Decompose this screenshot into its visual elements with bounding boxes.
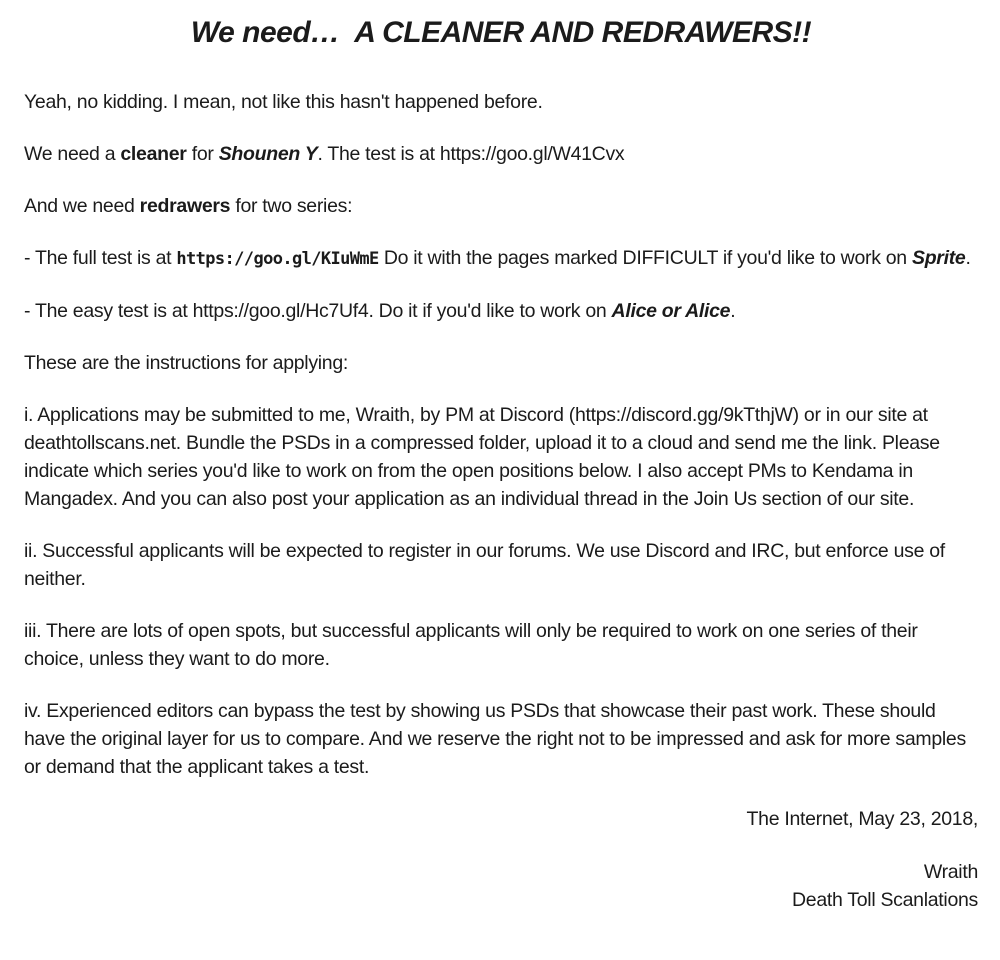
redrawers-role-label: redrawers bbox=[139, 195, 231, 217]
full-test-text-2: Do it with the pages marked DIFFICULT if you'd like to work on bbox=[378, 247, 912, 269]
paragraph-easy-test bbox=[24, 297, 978, 325]
dateline-text: The Internet, May 23, 2018, bbox=[746, 808, 978, 830]
instruction-iii-text: iii. There are lots of open spots, but successful applicants will only be required to work on one series of their choice, unless they want to do more. bbox=[24, 620, 918, 670]
cleaner-text-1: We need a bbox=[24, 143, 121, 165]
full-test-text-1: - The full test is at bbox=[24, 247, 177, 269]
instruction-iv-text: iv. Experienced editors can bypass the test by showing us PSDs that showcase their past work. These should have the original layer for us to compare. And we reserve the right not to be impressed and ask for more samples or demand that the applicant takes a test. bbox=[24, 700, 966, 778]
paragraph-redrawers-need bbox=[24, 192, 978, 220]
signature-group bbox=[24, 886, 978, 914]
series-title-alice-or-alice: Alice or Alice bbox=[611, 300, 731, 322]
dateline bbox=[24, 805, 978, 833]
full-test-url: https://goo.gl/KIuWmE bbox=[176, 249, 379, 269]
series-title-shounen-y: Shounen Y bbox=[218, 143, 318, 165]
cleaner-text-3: . The test is at bbox=[317, 143, 440, 165]
series-title-sprite: Sprite bbox=[911, 247, 966, 269]
paragraph-instruction-iii bbox=[24, 617, 978, 673]
paragraph-full-test bbox=[24, 244, 978, 273]
cleaner-text-2: for bbox=[186, 143, 219, 165]
discord-invite-url: https://discord.gg/9kTthjW bbox=[574, 404, 793, 426]
signature-group-text: Death Toll Scanlations bbox=[792, 889, 978, 911]
instruction-i-text-1: i. Applications may be submitted to me, Wraith, by PM at Discord ( bbox=[24, 404, 575, 426]
intro-text: Yeah, no kidding. I mean, not like this hasn't happened before. bbox=[24, 91, 543, 113]
cleaner-role-label: cleaner bbox=[120, 143, 187, 165]
page-title: We need… A CLEANER AND REDRAWERS!! bbox=[190, 16, 812, 49]
paragraph-instruction-ii bbox=[24, 537, 978, 593]
easy-test-text-1: - The easy test is at bbox=[24, 300, 193, 322]
instruction-ii-text: ii. Successful applicants will be expected to register in our forums. We use Discord and IRC, but enforce use of neither. bbox=[24, 540, 945, 590]
paragraph-intro bbox=[24, 88, 978, 116]
signoff-block bbox=[24, 805, 978, 914]
easy-test-text-3: . bbox=[730, 300, 736, 322]
easy-test-text-2: . Do it if you'd like to work on bbox=[368, 300, 612, 322]
cleaner-test-url: https://goo.gl/W41Cvx bbox=[439, 143, 625, 165]
redrawers-text-2: for two series: bbox=[230, 195, 353, 217]
redrawers-text-1: And we need bbox=[24, 195, 140, 217]
signature-name-text: Wraith bbox=[923, 861, 978, 883]
paragraph-cleaner-need bbox=[24, 140, 978, 168]
paragraph-instruction-i bbox=[24, 401, 978, 513]
paragraph-instructions-heading bbox=[24, 349, 978, 377]
signature-name bbox=[24, 858, 978, 886]
paragraph-instruction-iv bbox=[24, 697, 978, 781]
instructions-heading-text: These are the instructions for applying: bbox=[24, 352, 349, 374]
full-test-text-3: . bbox=[965, 247, 971, 269]
easy-test-url: https://goo.gl/Hc7Uf4 bbox=[192, 300, 369, 322]
instruction-i-text-2: ) or in our site at deathtollscans.net. Bundle the PSDs in a compressed folder, upload it to a cloud and send me the link. Please indicate which series you'd like to work on from the open positions below. I also accept PMs to Kendama in Mangadex. And you can also post your application as an individual thread in the Join Us section of our site. bbox=[24, 404, 940, 510]
